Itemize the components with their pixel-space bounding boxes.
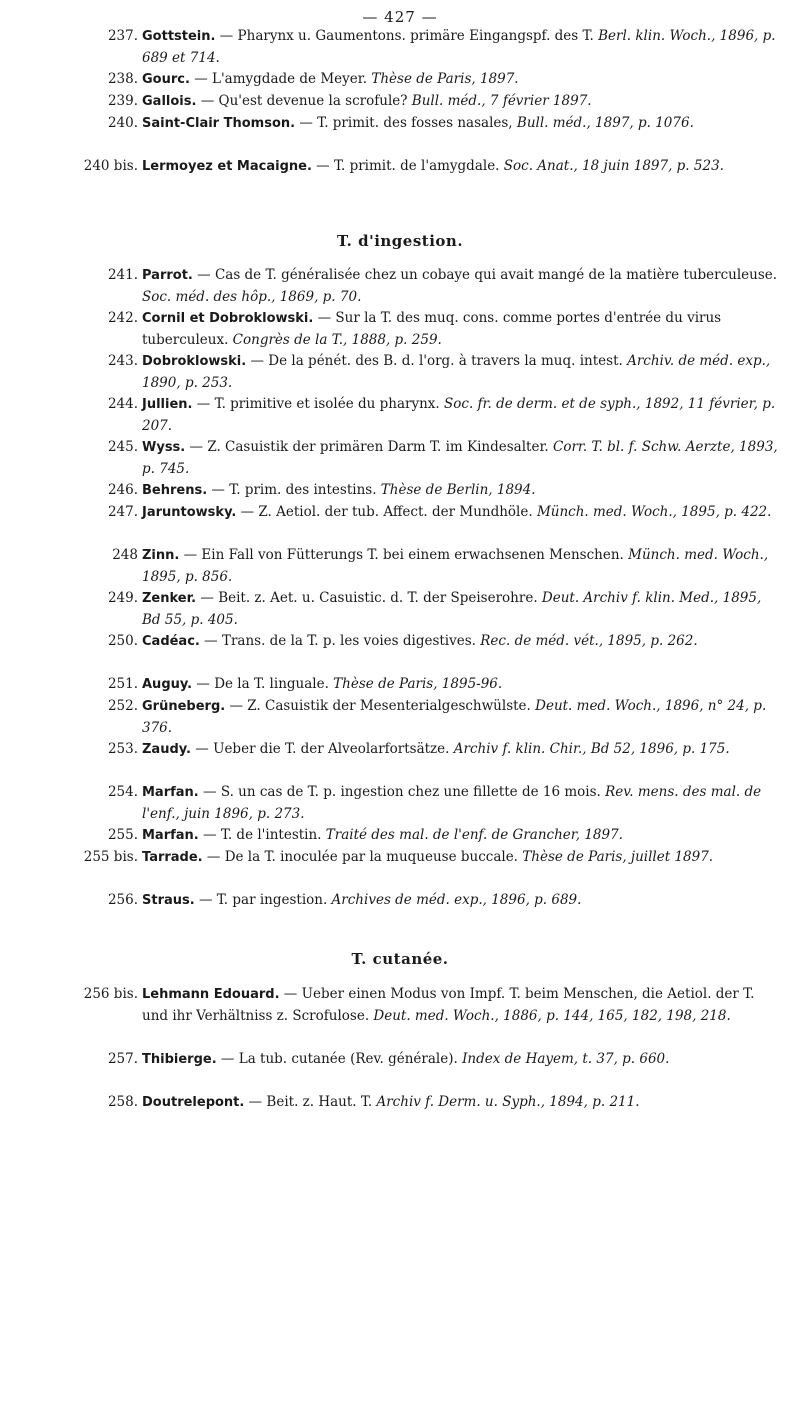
entry-reference: Soc. Anat., 18 juin 1897, p. 523. bbox=[503, 158, 724, 174]
entry-title: — Ueber die T. der Alveolarfortsätze. bbox=[190, 741, 454, 757]
bibliography-entry bbox=[107, 631, 782, 653]
entry-title: — Z. Aetiol. der tub. Affect. der Mundhöle. bbox=[236, 504, 537, 520]
entry-author: Lermoyez et Macaigne. bbox=[142, 159, 312, 174]
entry-number: 249. bbox=[107, 590, 138, 606]
entry-reference: Index de Hayem, t. 37, p. 660. bbox=[462, 1051, 670, 1067]
entry-number: 257. bbox=[107, 1051, 138, 1067]
entry-title: — T. primit. des fosses nasales, bbox=[295, 115, 517, 131]
entry-title: — Cas de T. généralisée chez un cobaye qui avait mangé de la matière tuberculeuse. bbox=[192, 267, 778, 283]
entry-title: — Z. Casuistik der Mesenterialgeschwülste. bbox=[225, 698, 536, 714]
entry-title: — T. par ingestion. bbox=[194, 892, 332, 908]
entry-author: Gallois. bbox=[142, 94, 197, 109]
entry-reference: Thèse de Paris, juillet 1897. bbox=[522, 849, 714, 865]
entry-author: Jaruntowsky. bbox=[142, 505, 237, 520]
bibliography-entry bbox=[107, 113, 782, 135]
entry-number: 251. bbox=[107, 676, 138, 692]
entry-reference: Bull. méd., 7 février 1897. bbox=[411, 93, 592, 109]
entry-reference: Archiv. de méd. exp., 1890, p. 253. bbox=[142, 353, 771, 391]
bibliography-entry bbox=[107, 1092, 782, 1114]
entry-reference: Deut. Archiv f. klin. Med., 1895, Bd 55, p. 405. bbox=[142, 590, 762, 628]
entry-author: Zenker. bbox=[142, 591, 197, 606]
entry-number: 248 bbox=[112, 547, 138, 563]
entry-title: — T. primitive et isolée du pharynx. bbox=[192, 396, 445, 412]
bibliography-entry bbox=[107, 265, 782, 308]
entry-reference: Thèse de Paris, 1895-96. bbox=[333, 676, 503, 692]
entry-author: Zinn. bbox=[142, 548, 180, 563]
entry-reference: Deut. med. Woch., 1886, p. 144, 165, 182, 198, 218. bbox=[373, 1007, 731, 1024]
entry-reference: Corr. T. bl. f. Schw. Aerzte, 1893, p. 745. bbox=[142, 439, 778, 477]
entry-number: 247. bbox=[107, 504, 138, 520]
entry-title: — S. un cas de T. p. ingestion chez une fillette de 16 mois. bbox=[198, 784, 606, 800]
entry-reference: Bull. méd., 1897, p. 1076. bbox=[516, 115, 694, 131]
section-heading: T. d'ingestion. bbox=[336, 232, 464, 250]
bibliography-entry bbox=[107, 696, 782, 739]
entry-number: 258. bbox=[107, 1094, 138, 1110]
bibliography-entry bbox=[107, 437, 782, 480]
entry-title: — Ein Fall von Fütterungs T. bei einem erwachsenen Menschen. bbox=[179, 547, 629, 563]
entry-reference: Soc. fr. de derm. et de syph., 1892, 11 février, p. 207. bbox=[142, 396, 776, 434]
entry-title: — Beit. z. Aet. u. Casuistic. d. T. der Speiserohre. bbox=[196, 590, 542, 606]
entry-number: 255 bis. bbox=[83, 849, 138, 865]
bibliography-entry bbox=[107, 890, 782, 912]
entry-reference: Archiv f. Derm. u. Syph., 1894, p. 211. bbox=[376, 1094, 640, 1110]
entry-number: 253. bbox=[107, 741, 138, 757]
bibliography-entry bbox=[107, 91, 782, 113]
entry-author: Dobroklowski. bbox=[142, 354, 247, 369]
bibliography-entry bbox=[107, 825, 782, 847]
entry-number: 256. bbox=[107, 892, 138, 908]
entry-reference: Congrès de la T., 1888, p. 259. bbox=[232, 331, 442, 348]
entry-author: Marfan. bbox=[142, 828, 199, 843]
entry-reference: Deut. med. Woch., 1896, n° 24, p. 376. bbox=[142, 698, 767, 736]
entry-reference: Münch. med. Woch., 1895, p. 422. bbox=[536, 504, 772, 520]
entry-title: — De la pénét. des B. d. l'org. à travers la muq. intest. bbox=[246, 353, 628, 369]
entry-title: — Qu'est devenue la scrofule? bbox=[196, 93, 412, 109]
entry-number: 256 bis. bbox=[83, 986, 138, 1002]
entry-number: 252. bbox=[107, 698, 138, 714]
entry-reference: Rev. mens. des mal. de l'enf., juin 1896, p. 273. bbox=[142, 784, 762, 822]
entry-number: 246. bbox=[107, 482, 138, 498]
entry-author: Wyss. bbox=[142, 440, 186, 455]
entry-reference: Archiv f. klin. Chir., Bd 52, 1896, p. 175. bbox=[453, 741, 730, 757]
entry-title: — De la T. linguale. bbox=[192, 676, 334, 692]
entry-title: — T. primit. de l'amygdale. bbox=[311, 158, 504, 174]
entry-title: — T. prim. des intestins. bbox=[207, 482, 381, 498]
entry-number: 254. bbox=[107, 784, 138, 800]
entry-title: — De la T. inoculée par la muqueuse buccale. bbox=[202, 849, 523, 865]
bibliography-entry bbox=[107, 26, 782, 69]
entry-reference: Soc. méd. des hôp., 1869, p. 70. bbox=[142, 288, 362, 305]
entry-author: Parrot. bbox=[142, 268, 193, 283]
entry-author: Marfan. bbox=[142, 785, 199, 800]
page-number: — 427 — bbox=[362, 8, 438, 26]
entry-author: Gourc. bbox=[142, 72, 190, 87]
entry-title: — Ueber einen Modus von Impf. T. beim Menschen, die Aetiol. der T. und ihr Verhältniss z. Scrofulose. bbox=[142, 986, 755, 1024]
entry-author: Lehmann Edouard. bbox=[142, 987, 280, 1002]
bibliography-entry bbox=[83, 847, 782, 869]
bibliography-entry bbox=[107, 1049, 782, 1071]
bibliography-entry bbox=[83, 156, 782, 178]
bibliography-entry bbox=[107, 394, 782, 437]
bibliography-entry bbox=[107, 308, 782, 351]
entry-reference: Thèse de Paris, 1897. bbox=[371, 71, 519, 87]
entry-number: 242. bbox=[107, 310, 138, 326]
entry-author: Cornil et Dobroklowski. bbox=[142, 311, 314, 326]
entry-author: Auguy. bbox=[142, 677, 193, 692]
entry-author: Behrens. bbox=[142, 483, 208, 498]
entry-title: — Trans. de la T. p. les voies digestives. bbox=[199, 633, 481, 649]
entry-number: 240 bis. bbox=[83, 158, 138, 174]
entry-number: 240. bbox=[107, 115, 138, 131]
bibliography-entry bbox=[112, 545, 782, 588]
entry-title: — Z. Casuistik der primären Darm T. im Kindesalter. bbox=[185, 439, 553, 455]
bibliography-entry bbox=[107, 69, 782, 91]
entry-title: — T. de l'intestin. bbox=[198, 827, 326, 843]
entry-author: Grüneberg. bbox=[142, 699, 226, 714]
bibliography-entry bbox=[83, 984, 782, 1027]
entry-author: Doutrelepont. bbox=[142, 1095, 245, 1110]
bibliography-entry bbox=[107, 739, 782, 761]
entry-title: — Pharynx u. Gaumentons. primäre Eingangspf. des T. bbox=[215, 28, 599, 44]
entry-title: — Sur la T. des muq. cons. comme portes d'entrée du virus tuberculeux. bbox=[142, 310, 722, 348]
bibliography-entry bbox=[107, 502, 782, 524]
entry-title: — La tub. cutanée (Rev. générale). bbox=[216, 1051, 463, 1067]
section-heading: T. cutanée. bbox=[351, 950, 449, 968]
entry-author: Straus. bbox=[142, 893, 195, 908]
entry-reference: Berl. klin. Woch., 1896, p. 689 et 714. bbox=[142, 28, 776, 66]
entry-title: — Beit. z. Haut. T. bbox=[244, 1094, 377, 1110]
entry-number: 245. bbox=[107, 439, 138, 455]
entry-number: 244. bbox=[107, 396, 138, 412]
entry-author: Tarrade. bbox=[142, 850, 203, 865]
bibliography-entry bbox=[107, 588, 782, 631]
entry-title: — L'amygdade de Meyer. bbox=[189, 71, 372, 87]
entry-reference: Archives de méd. exp., 1896, p. 689. bbox=[331, 892, 582, 908]
entry-reference: Traité des mal. de l'enf. de Grancher, 1897. bbox=[325, 827, 623, 843]
entry-reference: Rec. de méd. vét., 1895, p. 262. bbox=[480, 633, 698, 649]
entry-number: 237. bbox=[107, 28, 138, 44]
bibliography-entry bbox=[107, 351, 782, 394]
bibliography-entry bbox=[107, 782, 782, 825]
entry-number: 255. bbox=[107, 827, 138, 843]
entry-author: Thibierge. bbox=[142, 1052, 217, 1067]
entry-reference: Thèse de Berlin, 1894. bbox=[380, 482, 536, 498]
entry-reference: Münch. med. Woch., 1895, p. 856. bbox=[142, 547, 769, 585]
entry-number: 243. bbox=[107, 353, 138, 369]
bibliography-entry bbox=[107, 480, 782, 502]
entry-number: 239. bbox=[107, 93, 138, 109]
bibliography-entry bbox=[107, 674, 782, 696]
entry-author: Saint-Clair Thomson. bbox=[142, 116, 296, 131]
entry-number: 238. bbox=[107, 71, 138, 87]
entry-number: 250. bbox=[107, 633, 138, 649]
entry-author: Jullien. bbox=[142, 397, 193, 412]
entry-author: Cadéac. bbox=[142, 634, 200, 649]
entry-number: 241. bbox=[107, 267, 138, 283]
entry-author: Gottstein. bbox=[142, 29, 216, 44]
entry-author: Zaudy. bbox=[142, 742, 191, 757]
